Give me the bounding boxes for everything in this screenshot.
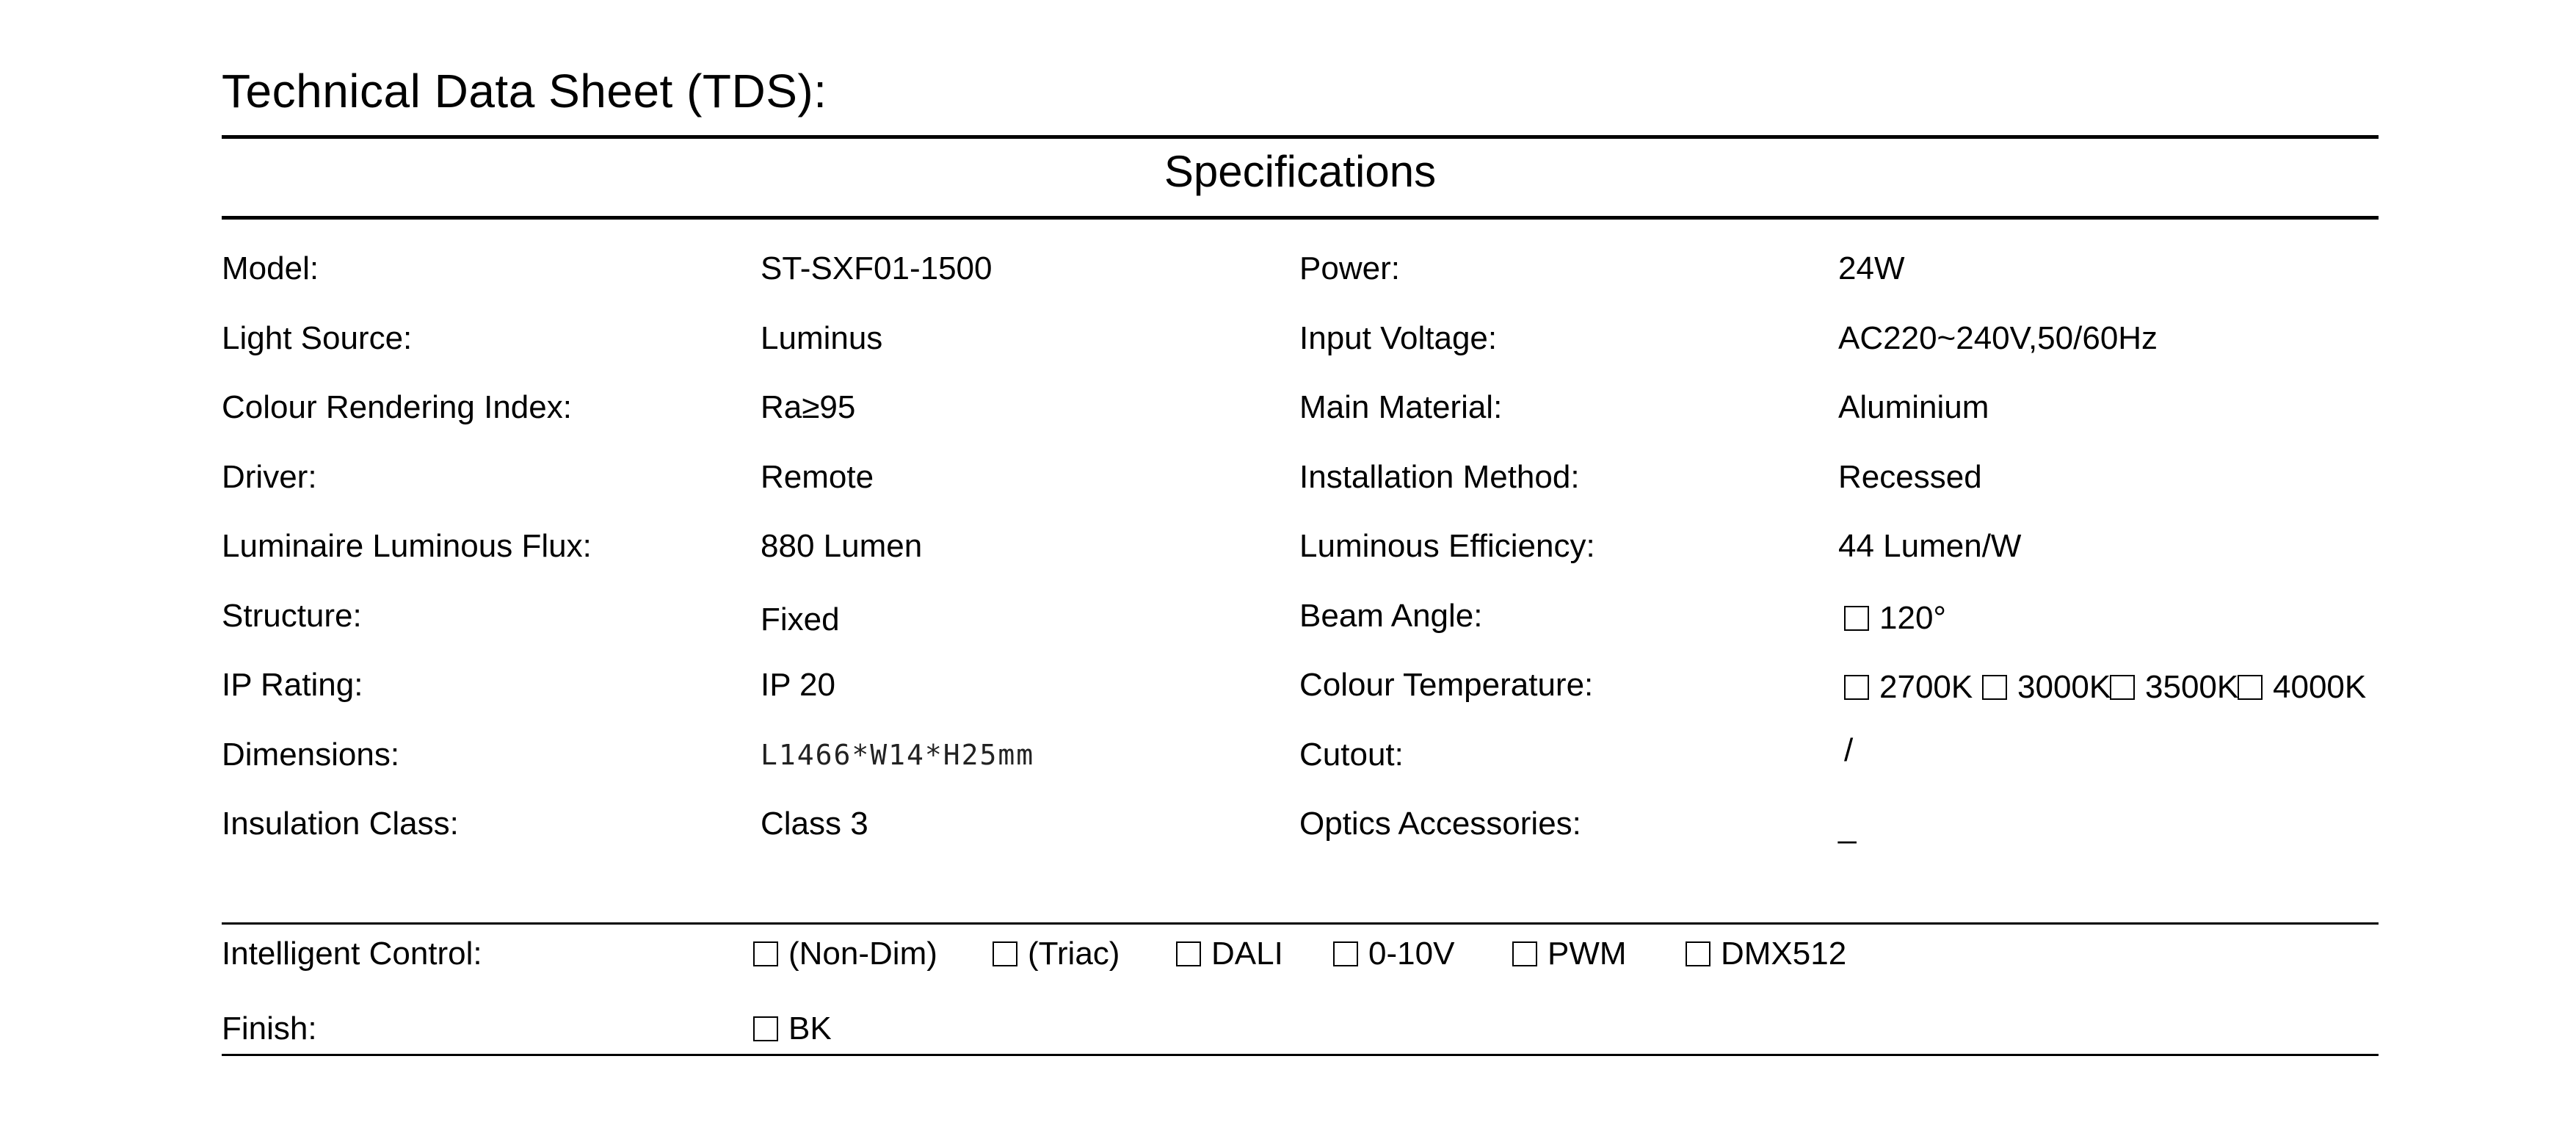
checkbox-icon [1176, 941, 1201, 966]
control-option[interactable] [1512, 938, 1627, 970]
spec-label-structure: Structure: [222, 598, 362, 634]
colour-temp-option-label: 2700K [1879, 669, 1973, 705]
control-option[interactable] [753, 938, 937, 970]
spec-value-optics-accessories: _ [1838, 809, 1857, 845]
spec-label-luminous-flux: Luminaire Luminous Flux: [222, 528, 592, 564]
control-option[interactable] [1686, 938, 1846, 970]
beam-angle-option-label: 120° [1879, 600, 1947, 636]
checkbox-icon [1844, 606, 1869, 631]
options-top-rule [222, 922, 2379, 925]
spec-label-input-voltage: Input Voltage: [1299, 320, 1498, 356]
checkbox-icon [1333, 941, 1358, 966]
spec-value-cutout: / [1844, 732, 1854, 768]
colour-temp-option[interactable] [2238, 671, 2366, 704]
control-option-label: (Non-Dim) [788, 936, 937, 972]
spec-value-luminous-flux: 880 Lumen [761, 528, 923, 564]
colour-temp-option[interactable] [2110, 671, 2238, 704]
colour-temp-option-label: 3000K [2017, 669, 2111, 705]
spec-value-dimensions: L1466*W14*H25mm [761, 739, 1035, 771]
spec-value-driver: Remote [761, 459, 874, 495]
control-option-label: PWM [1548, 936, 1627, 972]
colour-temp-option[interactable] [1844, 671, 1973, 704]
spec-value-cri: Ra≥95 [761, 389, 856, 425]
spec-value-insulation-class: Class 3 [761, 806, 868, 842]
beam-angle-option[interactable] [1844, 602, 1946, 634]
spec-label-insulation-class: Insulation Class: [222, 806, 459, 842]
spec-label-cutout: Cutout: [1299, 737, 1404, 773]
control-option[interactable] [1333, 938, 1454, 970]
checkbox-icon [753, 941, 778, 966]
spec-value-luminous-efficiency: 44 Lumen/W [1838, 528, 2022, 564]
spec-value-main-material: Aluminium [1838, 389, 1989, 425]
spec-value-ip-rating: IP 20 [761, 667, 835, 703]
control-option-label: 0-10V [1368, 936, 1455, 972]
control-option-label: DMX512 [1721, 936, 1847, 972]
document-title: Technical Data Sheet (TDS): [222, 65, 827, 118]
colour-temp-option-label: 3500K [2145, 669, 2239, 705]
heading-rule [222, 216, 2379, 220]
spec-value-power: 24W [1838, 250, 1905, 286]
control-option[interactable] [993, 938, 1120, 970]
spec-label-luminous-efficiency: Luminous Efficiency: [1299, 528, 1595, 564]
spec-label-cri: Colour Rendering Index: [222, 389, 572, 425]
spec-label-dimensions: Dimensions: [222, 737, 400, 773]
spec-value-light-source: Luminus [761, 320, 883, 356]
colour-temp-option[interactable] [1982, 671, 2111, 704]
top-rule [222, 135, 2379, 139]
checkbox-icon [1686, 941, 1710, 966]
spec-label-beam-angle: Beam Angle: [1299, 598, 1483, 634]
finish-label: Finish: [222, 1010, 317, 1046]
finish-option-label: BK [788, 1010, 832, 1046]
bottom-rule [222, 1054, 2379, 1056]
spec-value-structure: Fixed [761, 601, 840, 637]
checkbox-icon [2238, 675, 2263, 700]
control-option-label: (Triac) [1028, 936, 1120, 972]
checkbox-icon [993, 941, 1017, 966]
spec-value-model: ST-SXF01-1500 [761, 250, 993, 286]
checkbox-icon [1512, 941, 1537, 966]
spec-value-input-voltage: AC220~240V,50/60Hz [1838, 320, 2158, 356]
spec-label-installation-method: Installation Method: [1299, 459, 1580, 495]
specifications-heading: Specifications [1164, 147, 1437, 196]
intelligent-control-label: Intelligent Control: [222, 936, 482, 972]
colour-temp-option-label: 4000K [2273, 669, 2367, 705]
checkbox-icon [1844, 675, 1869, 700]
spec-label-ip-rating: IP Rating: [222, 667, 363, 703]
checkbox-icon [753, 1016, 778, 1041]
checkbox-icon [2110, 675, 2135, 700]
control-option[interactable] [1176, 938, 1283, 970]
spec-label-model: Model: [222, 250, 319, 286]
spec-label-optics-accessories: Optics Accessories: [1299, 806, 1581, 842]
spec-value-installation-method: Recessed [1838, 459, 1982, 495]
control-option-label: DALI [1211, 936, 1283, 972]
spec-label-colour-temperature: Colour Temperature: [1299, 667, 1594, 703]
spec-label-main-material: Main Material: [1299, 389, 1503, 425]
spec-label-driver: Driver: [222, 459, 317, 495]
spec-label-light-source: Light Source: [222, 320, 413, 356]
finish-option[interactable] [753, 1010, 832, 1046]
checkbox-icon [1982, 675, 2007, 700]
spec-label-power: Power: [1299, 250, 1400, 286]
